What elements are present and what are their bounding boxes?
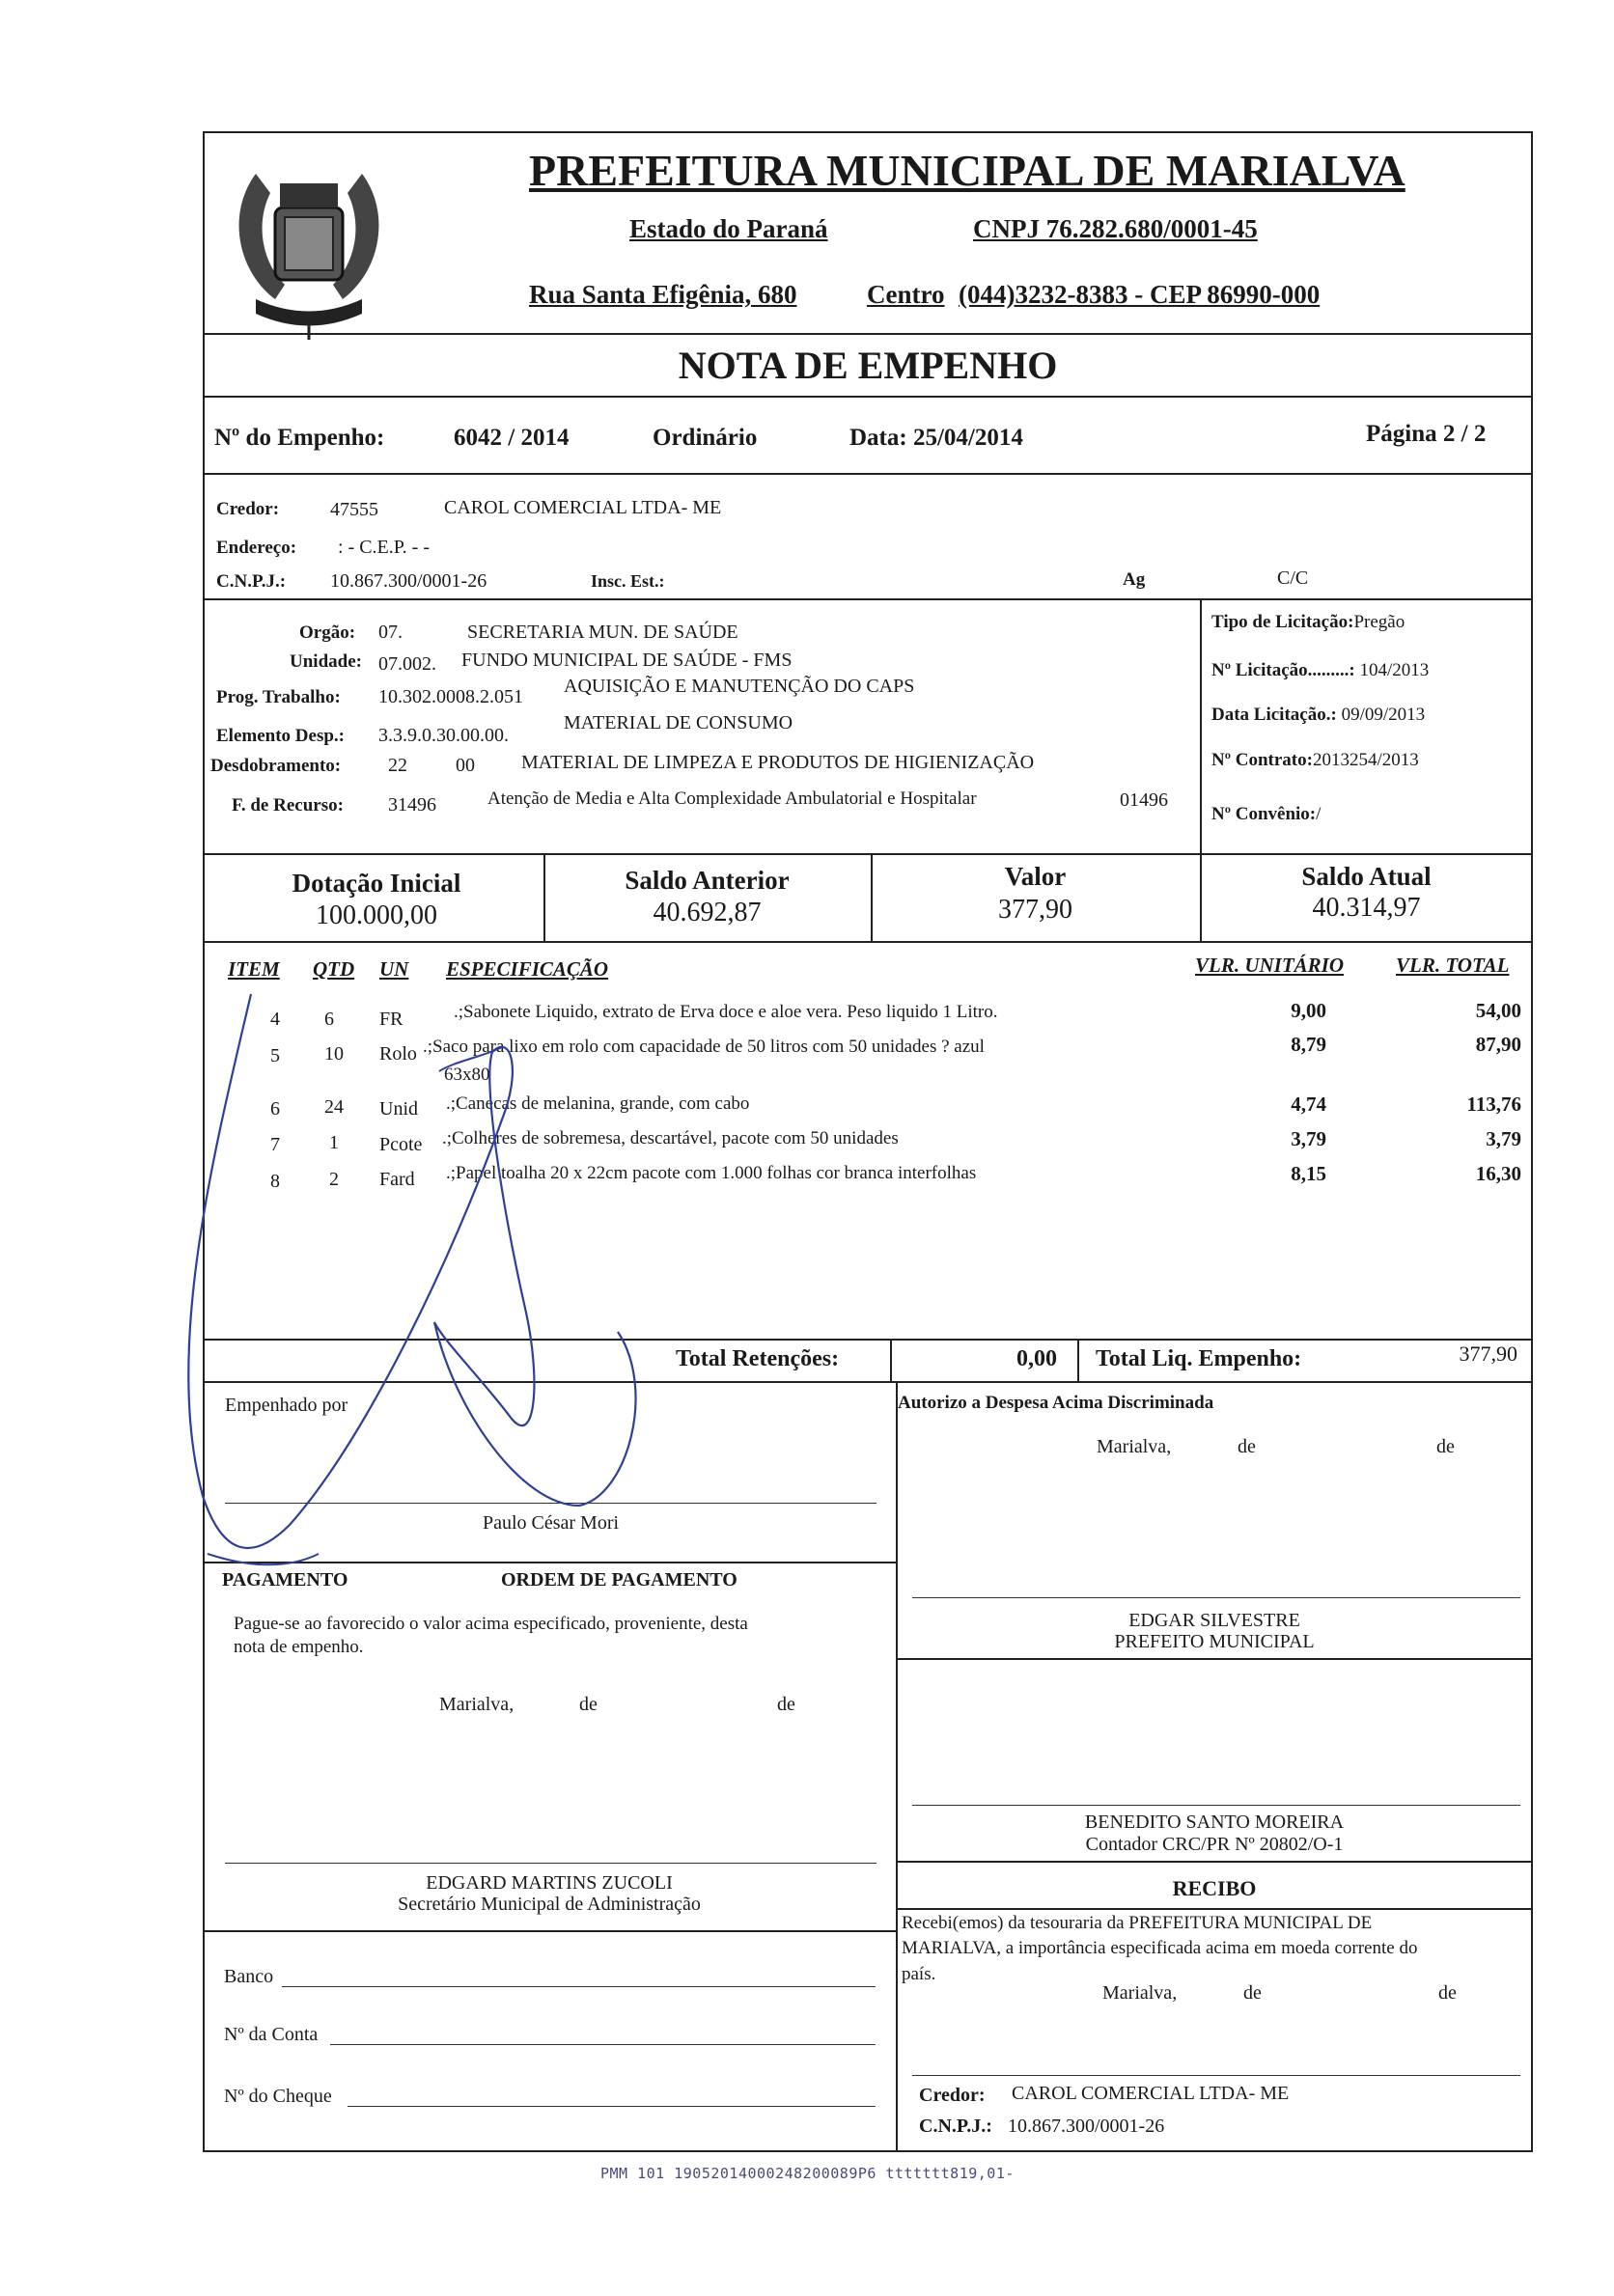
autorizo-de2: de [1436, 1436, 1455, 1457]
cnpj-label: C.N.P.J.: [216, 571, 287, 592]
recibo-title: RECIBO [1172, 1876, 1257, 1900]
empenhado-label: Empenhado por [225, 1395, 348, 1416]
row-spec: .;Saco para lixo em rolo com capacidade de 50 litros com 50 unidades ? azul [423, 1037, 985, 1057]
col-total: VLR. TOTAL [1396, 954, 1510, 977]
convenio-value: / [1316, 804, 1322, 824]
valor-value: 377,90 [998, 895, 1072, 925]
contador-title: Contador CRC/PR Nº 20802/O-1 [1085, 1834, 1344, 1855]
total-retencoes-label: Total Retenções: [676, 1346, 840, 1371]
unidade-name: FUNDO MUNICIPAL DE SAÚDE - FMS [461, 650, 793, 671]
ag-label: Ag [1123, 569, 1146, 590]
header-street: Rua Santa Efigênia, 680 [529, 280, 797, 309]
row-unit: 9,00 [1291, 999, 1326, 1022]
empenhado-signer: Paulo César Mori [482, 1512, 620, 1534]
recibo-de1: de [1243, 1982, 1262, 2004]
recibo-line2: MARIALVA, a importância especificada acima em moeda corrente do [902, 1938, 1418, 1958]
pagamento-de1: de [579, 1694, 598, 1715]
row-un: Pcote [379, 1134, 423, 1155]
row-spec-cont: 63x80 [444, 1065, 490, 1085]
empenho-type: Ordinário [653, 425, 758, 451]
prefeito-title: PREFEITO MUNICIPAL [1114, 1631, 1315, 1652]
pagamento-text2: nota de empenho. [234, 1637, 364, 1657]
col-qtd: QTD [313, 957, 355, 981]
recurso-name: Atenção de Media e Alta Complexidade Ambulatorial e Hospitalar [487, 788, 977, 809]
col-un: UN [379, 957, 409, 981]
total-retencoes-value: 0,00 [1016, 1346, 1057, 1371]
footer-code: PMM 101 19052014000248200089P6 ttttttt819,01- [600, 2165, 1015, 2182]
conta-label: Nº da Conta [224, 2024, 319, 2045]
header-phone-cep: (044)3232-8383 - CEP 86990-000 [959, 280, 1321, 309]
num-licitacao-value: 104/2013 [1359, 660, 1430, 680]
contrato-value: 2013254/2013 [1312, 750, 1419, 770]
row-item: 8 [270, 1171, 280, 1192]
banco-label: Banco [224, 1966, 274, 1987]
insc-label: Insc. Est.: [591, 571, 665, 591]
orgao-name: SECRETARIA MUN. DE SAÚDE [467, 622, 738, 643]
row-item: 4 [270, 1009, 280, 1030]
pagamento-label: PAGAMENTO [222, 1569, 348, 1591]
num-licitacao-label: Nº Licitação.........: [1211, 660, 1355, 680]
recurso-label: F. de Recurso: [232, 795, 344, 816]
row-spec: .;Colheres de sobremesa, descartável, pacote com 50 unidades [442, 1128, 899, 1148]
unidade-code: 07.002. [378, 653, 436, 675]
tipo-licitacao-label: Tipo de Licitação: [1211, 612, 1354, 632]
header-state: Estado do Paraná [629, 214, 828, 243]
elem-name: MATERIAL DE CONSUMO [564, 712, 793, 733]
saldo-atual-value: 40.314,97 [1312, 893, 1421, 923]
contrato-label: Nº Contrato: [1211, 750, 1313, 770]
recibo-city: Marialva, [1102, 1982, 1178, 2004]
convenio-label: Nº Convênio: [1211, 804, 1317, 824]
autorizo-label: Autorizo a Despesa Acima Discriminada [898, 1393, 1214, 1413]
elem-code: 3.3.9.0.30.00.00. [378, 725, 509, 746]
credor-code: 47555 [330, 499, 378, 520]
orgao-label: Orgão: [299, 622, 356, 643]
row-unit: 8,79 [1291, 1033, 1326, 1056]
row-qtd: 2 [329, 1169, 339, 1190]
empenho-number: 6042 / 2014 [454, 425, 570, 451]
prog-name: AQUISIÇÃO E MANUTENÇÃO DO CAPS [564, 676, 915, 697]
credor-footer-name: CAROL COMERCIAL LTDA- ME [1012, 2083, 1290, 2104]
saldo-anterior-value: 40.692,87 [653, 898, 762, 927]
row-un: Rolo [379, 1043, 417, 1065]
cheque-label: Nº do Cheque [224, 2086, 332, 2107]
saldo-atual-label: Saldo Atual [1301, 862, 1432, 891]
unidade-label: Unidade: [290, 651, 362, 672]
desd-label: Desdobramento: [210, 756, 342, 776]
header-district: Centro [867, 280, 945, 309]
row-qtd: 1 [329, 1132, 339, 1153]
prefeito-name: EDGAR SILVESTRE [1128, 1610, 1300, 1631]
dotacao-inicial-value: 100.000,00 [316, 900, 437, 930]
data-licitacao-label: Data Licitação.: [1211, 705, 1337, 725]
address-value: : - C.E.P. - - [338, 537, 430, 558]
row-spec: .;Canecas de melanina, grande, com cabo [446, 1093, 750, 1114]
recurso-code: 31496 [388, 794, 436, 816]
row-item: 6 [270, 1098, 280, 1120]
credor-footer-cnpj: 10.867.300/0001-26 [1008, 2116, 1165, 2137]
tipo-licitacao-value: Pregão [1353, 612, 1405, 632]
row-unit: 3,79 [1291, 1127, 1326, 1150]
recibo-de2: de [1438, 1982, 1457, 2004]
credor-name: CAROL COMERCIAL LTDA- ME [444, 497, 722, 518]
total-liq-value: 377,90 [1459, 1342, 1517, 1366]
cc-label: C/C [1277, 567, 1309, 589]
prog-code: 10.302.0008.2.051 [378, 686, 523, 707]
ordem-pagamento-label: ORDEM DE PAGAMENTO [501, 1569, 737, 1591]
row-total: 87,90 [1475, 1033, 1521, 1056]
row-un: Unid [379, 1098, 418, 1120]
row-spec: .;Sabonete Liquido, extrato de Erva doce e aloe vera. Peso liquido 1 Litro. [454, 1002, 998, 1022]
page-number: Página 2 / 2 [1366, 421, 1487, 447]
row-qtd: 24 [324, 1096, 344, 1118]
row-item: 5 [270, 1045, 280, 1066]
desd-code2: 00 [456, 755, 475, 776]
total-liq-label: Total Liq. Empenho: [1096, 1346, 1302, 1371]
row-total: 3,79 [1486, 1127, 1521, 1150]
row-qtd: 10 [324, 1043, 344, 1065]
secretario-name: EDGARD MARTINS ZUCOLI [426, 1872, 673, 1894]
credor-label: Credor: [216, 499, 280, 519]
col-spec: ESPECIFICAÇÃO [446, 957, 609, 981]
header-title: PREFEITURA MUNICIPAL DE MARIALVA [529, 146, 1405, 195]
data-licitacao-value: 09/09/2013 [1341, 705, 1426, 725]
row-total: 113,76 [1466, 1093, 1521, 1116]
row-qtd: 6 [324, 1009, 334, 1030]
row-spec: .;Papel toalha 20 x 22cm pacote com 1.000 folhas cor branca interfolhas [446, 1163, 977, 1183]
address-label: Endereço: [216, 538, 297, 558]
recurso-code2: 01496 [1120, 789, 1168, 811]
desd-name: MATERIAL DE LIMPEZA E PRODUTOS DE HIGIENIZAÇÃO [521, 752, 1035, 773]
pagamento-de2: de [777, 1694, 795, 1715]
row-unit: 8,15 [1291, 1162, 1326, 1185]
row-un: FR [379, 1009, 404, 1030]
contador-name: BENEDITO SANTO MOREIRA [1084, 1812, 1345, 1833]
col-item: ITEM [228, 957, 280, 981]
orgao-code: 07. [378, 622, 403, 643]
document-title: NOTA DE EMPENHO [678, 344, 1058, 387]
dotacao-inicial-label: Dotação Inicial [292, 869, 461, 898]
elem-label: Elemento Desp.: [216, 726, 345, 746]
saldo-anterior-label: Saldo Anterior [625, 866, 790, 895]
col-unit: VLR. UNITÁRIO [1195, 954, 1345, 977]
pagamento-text1: Pague-se ao favorecido o valor acima especificado, proveniente, desta [234, 1614, 748, 1634]
desd-code1: 22 [388, 755, 407, 776]
pagamento-city: Marialva, [439, 1694, 515, 1715]
row-total: 54,00 [1475, 999, 1521, 1022]
secretario-title: Secretário Municipal de Administração [398, 1894, 701, 1915]
credor-footer-cnpj-label: C.N.P.J.: [919, 2116, 992, 2137]
row-unit: 4,74 [1291, 1093, 1326, 1116]
credor-footer-label: Credor: [919, 2085, 986, 2106]
recibo-line3: país. [902, 1964, 936, 1984]
empenho-number-label: Nº do Empenho: [214, 425, 385, 451]
row-item: 7 [270, 1134, 280, 1155]
row-total: 16,30 [1475, 1162, 1521, 1185]
valor-label: Valor [1004, 862, 1067, 891]
empenho-date: Data: 25/04/2014 [849, 425, 1023, 451]
autorizo-city: Marialva, [1097, 1436, 1172, 1457]
cnpj-value: 10.867.300/0001-26 [330, 570, 487, 592]
recibo-line1: Recebi(emos) da tesouraria da PREFEITURA MUNICIPAL DE [902, 1913, 1373, 1933]
row-un: Fard [379, 1169, 415, 1190]
autorizo-de1: de [1238, 1436, 1256, 1457]
header-cnpj: CNPJ 76.282.680/0001-45 [973, 214, 1258, 243]
prog-label: Prog. Trabalho: [216, 687, 341, 707]
